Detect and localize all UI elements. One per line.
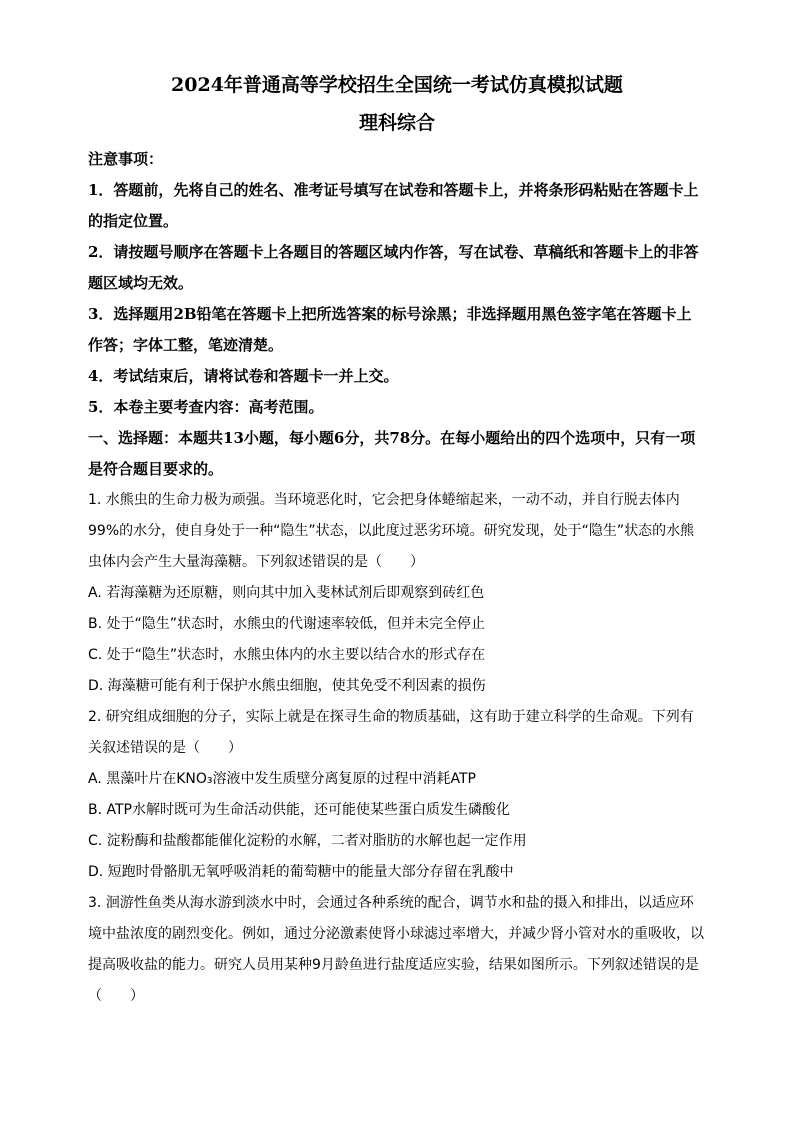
question-1 — [88, 485, 706, 702]
option-c: C. 处于“隐生”状态时，水熊虫体内的水主要以结合水的形式存在 — [88, 647, 486, 663]
note-item-1: 1．答题前，先将自己的姓名、准考证号填写在试卷和答题卡上，并将条形码粘贴在答题卡上的指定位置。 — [88, 181, 699, 230]
option-a: A. 若海藻糖为还原糖，则向其中加入斐林试剂后即观察到砖红色 — [88, 585, 485, 601]
note-item-2: 2．请按题号顺序在答题卡上各题目的答题区域内作答，写在试卷、草稿纸和答题卡上的非答题区域均无效。 — [88, 243, 699, 292]
question-stem: 2. 研究组成细胞的分子，实际上就是在探寻生命的物质基础，这有助于建立科学的生命观。下列有关叙述错误的是（ ） — [88, 709, 694, 756]
exam-subtitle: 理科综合 — [358, 112, 435, 134]
question-stem: 3. 洄游性鱼类从海水游到淡水中时，会通过各种系统的配合，调节水和盐的摄入和排出，以适应环境中盐浓度的剧烈变化。例如，通过分泌激素使肾小球滤过率增大，并减少肾小管对水的重吸收，以提高吸收盐的能力。研究人员用某种9月龄鱼进行盐度适应实验，结果如图所示。下列叙述错误的是（ ） — [88, 895, 704, 1004]
question-stem: 1. 水熊虫的生命力极为顽强。当环境恶化时，它会把身体蜷缩起来，一动不动，并自行脱去体内99%的水分，使自身处于一种“隐生”状态，以此度过恶劣环境。研究发现，处于“隐生”状态的水熊虫体内会产生大量海藻糖。下列叙述错误的是（ ） — [88, 492, 695, 570]
option-c: C. 淀粉酶和盐酸都能催化淀粉的水解，二者对脂肪的水解也起一定作用 — [88, 833, 527, 849]
note-item-3: 3．选择题用2B铅笔在答题卡上把所选答案的标号涂黑；非选择题用黑色签字笔在答题卡上作答；字体工整，笔迹清楚。 — [88, 305, 692, 354]
section-heading: 一、选择题：本题共13小题，每小题6分，共78分。在每小题给出的四个选项中，只有一项是符合题目要求的。 — [88, 429, 696, 478]
notes-section — [88, 144, 706, 423]
option-a: A. 黑藻叶片在KNO₃溶液中发生质壁分离复原的过程中消耗ATP — [88, 771, 476, 787]
note-item-5: 5．本卷主要考查内容：高考范围。 — [88, 398, 324, 416]
exam-title: 2024年普通高等学校招生全国统一考试仿真模拟试题 — [171, 74, 623, 96]
question-2 — [88, 702, 706, 888]
note-item-4: 4．考试结束后，请将试卷和答题卡一并上交。 — [88, 367, 399, 385]
option-d: D. 短跑时骨骼肌无氧呼吸消耗的葡萄糖中的能量大部分存留在乳酸中 — [88, 864, 514, 880]
question-3 — [88, 888, 706, 1012]
option-b: B. ATP水解时既可为生命活动供能，还可能使某些蛋白质发生磷酸化 — [88, 802, 510, 818]
option-d: D. 海藻糖可能有利于保护水熊虫细胞，使其免受不利因素的损伤 — [88, 678, 486, 694]
notes-heading: 注意事项： — [88, 150, 164, 168]
option-b: B. 处于“隐生”状态时，水熊虫的代谢速率较低，但并未完全停止 — [88, 616, 486, 632]
